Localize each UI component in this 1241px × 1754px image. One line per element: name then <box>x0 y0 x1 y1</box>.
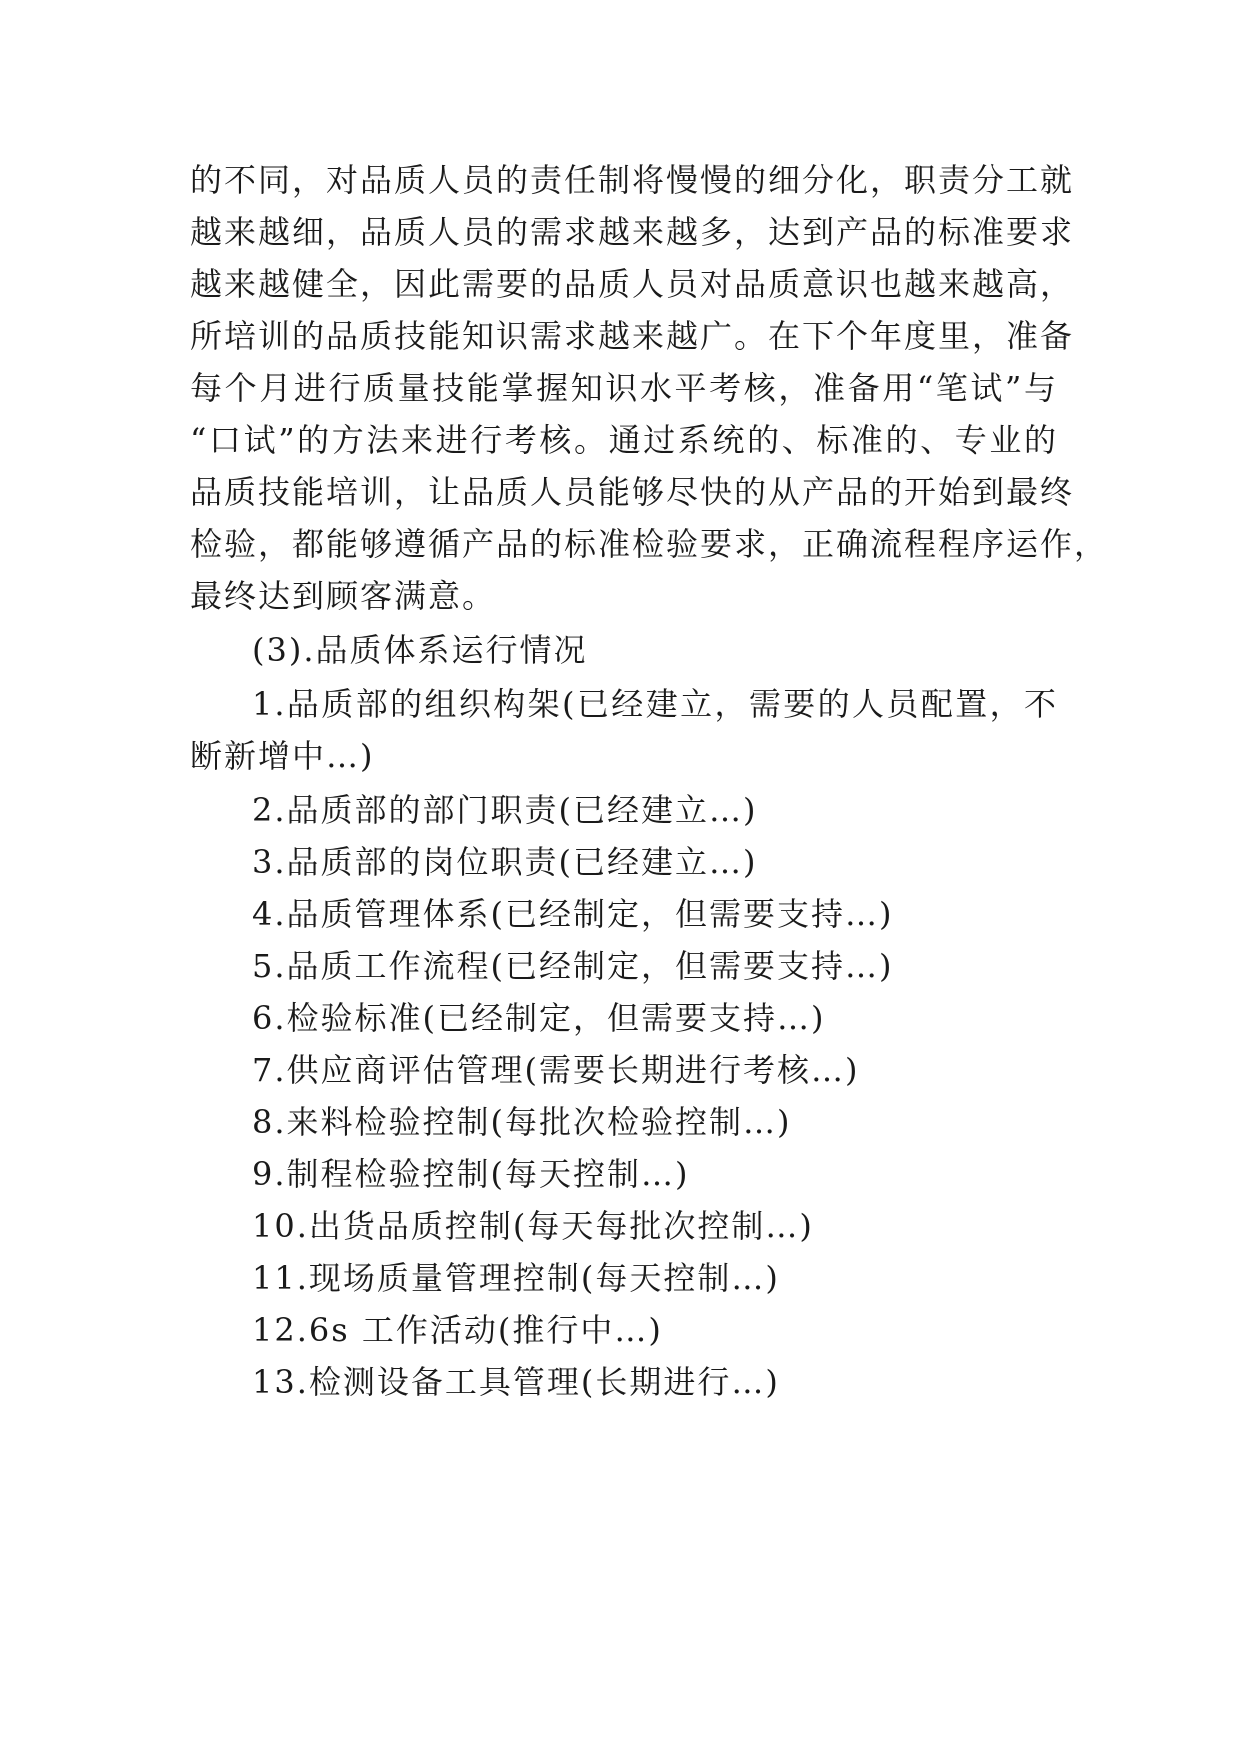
list-item: 10.出货品质控制(每天每批次控制…) <box>252 1207 814 1245</box>
paragraph-line: “口试”的方法来进行考核。通过系统的、标准的、专业的 <box>190 421 1058 459</box>
list-item: 12.6s 工作活动(推行中…) <box>252 1311 663 1349</box>
list-item: 6.检验标准(已经制定，但需要支持…) <box>252 999 826 1037</box>
list-item: 13.检测设备工具管理(长期进行…) <box>252 1363 780 1401</box>
list-item: 4.品质管理体系(已经制定，但需要支持…) <box>252 895 894 933</box>
paragraph-line: 每个月进行质量技能掌握知识水平考核，准备用“笔试”与 <box>190 369 1058 407</box>
paragraph-line: 越来越健全，因此需要的品质人员对品质意识也越来越高， <box>190 265 1075 303</box>
paragraph-line: 的不同，对品质人员的责任制将慢慢的细分化，职责分工就 <box>190 161 1075 199</box>
paragraph-line: 品质技能培训，让品质人员能够尽快的从产品的开始到最终 <box>190 473 1075 511</box>
paragraph-line: 最终达到顾客满意。 <box>190 577 497 615</box>
paragraph-line: 检验，都能够遵循产品的标准检验要求，正确流程程序运作， <box>190 525 1109 563</box>
list-item: 7.供应商评估管理(需要长期进行考核…) <box>252 1051 860 1089</box>
list-item-continuation: 断新增中…) <box>190 737 375 775</box>
list-item: 11.现场质量管理控制(每天控制…) <box>252 1259 780 1297</box>
list-item: 5.品质工作流程(已经制定，但需要支持…) <box>252 947 894 985</box>
paragraph-line: 所培训的品质技能知识需求越来越广。在下个年度里，准备 <box>190 317 1075 355</box>
section-heading: (3).品质体系运行情况 <box>252 631 588 669</box>
list-item: 3.品质部的岗位职责(已经建立…) <box>252 843 758 881</box>
list-item: 9.制程检验控制(每天控制…) <box>252 1155 690 1193</box>
list-item: 1.品质部的组织构架(已经建立，需要的人员配置，不 <box>252 685 1058 723</box>
list-item: 2.品质部的部门职责(已经建立…) <box>252 791 758 829</box>
list-item: 8.来料检验控制(每批次检验控制…) <box>252 1103 792 1141</box>
paragraph-line: 越来越细，品质人员的需求越来越多，达到产品的标准要求 <box>190 213 1075 251</box>
